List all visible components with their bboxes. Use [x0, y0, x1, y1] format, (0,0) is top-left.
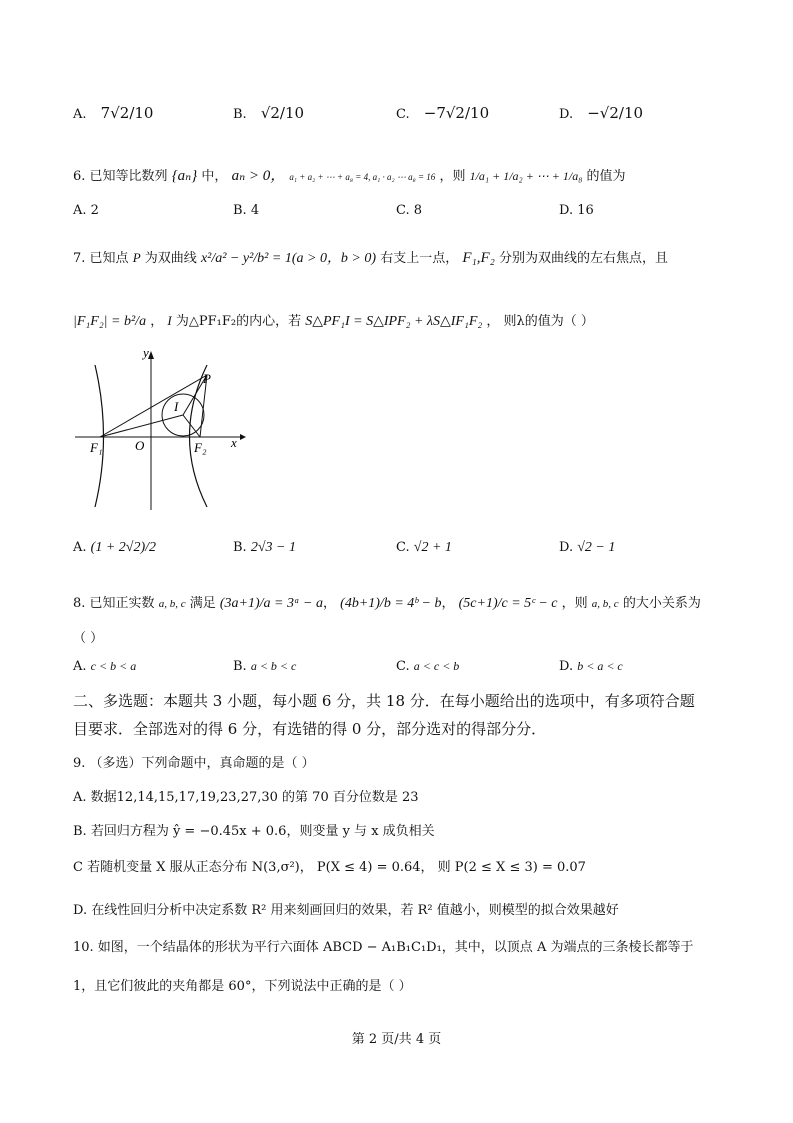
q6-sequence: {aₙ}: [171, 168, 198, 184]
q7-hyperbola-equation: x²/a² − y²/b² = 1(a > 0，b > 0): [200, 251, 377, 266]
q6-option-d: [559, 203, 594, 218]
option-letter: D.: [559, 540, 574, 555]
section-2-heading: 二、多选题：本题共 3 小题，每小题 6 分，共 18 分．在每小题给出的选项中，有多项符合题: [73, 692, 695, 710]
option-text: 16: [577, 203, 594, 218]
option-letter: B.: [233, 107, 247, 122]
label-i: I: [174, 399, 179, 414]
q8-option-a: [73, 659, 136, 674]
q8-suffix: 的大小关系为: [622, 596, 701, 611]
q7-option-a: [73, 540, 156, 556]
label-f2: F₂: [194, 440, 207, 455]
q10-line1: 10. 如图，一个结晶体的形状为平行六面体 ABCD − A₁B₁C₁D₁，其中，以顶点 A 为端点的三条棱长都等于: [73, 940, 694, 955]
q8-option-c: [396, 659, 459, 674]
option-text: (1 + 2√2)/2: [90, 540, 157, 555]
q7-text-d2: ， 则λ的值为（ ）: [486, 314, 594, 329]
option-expr: −√2/10: [587, 104, 644, 122]
q7-foci: F₁,F₂: [462, 250, 495, 266]
q6-mid: 中，: [201, 169, 228, 184]
option-letter: A.: [73, 203, 87, 218]
q7-text-c2: 为△PF₁F₂的内心，若: [175, 314, 302, 329]
q9-option-c: C 若随机变量 X 服从正态分布 N(3,σ²)， P(X ≤ 4) = 0.64， 则 P(2 ≤ X ≤ 3) = 0.07: [73, 860, 586, 875]
q8-equation-c: (5c+1)/c = 5ᶜ − c: [458, 596, 558, 611]
option-letter: A.: [73, 107, 87, 122]
q6-option-a: [73, 203, 99, 218]
option-text: 8: [413, 203, 423, 218]
option-text: 2: [90, 203, 99, 218]
q7-focal-distance: |F₁F₂| = b²/a: [73, 314, 147, 329]
q7-line1: [73, 247, 668, 267]
q8-answer-paren: （ ）: [73, 631, 104, 646]
q7-incenter-i: I: [167, 313, 172, 328]
q7-text-b: 为双曲线: [144, 251, 197, 266]
q8-equation-b: (4b+1)/b = 4ᵇ − b: [340, 596, 442, 611]
q9-option-d: D. 在线性回归分析中决定系数 R² 用来刻画回归的效果，若 R² 值越小，则模型的拟合效果越好: [73, 903, 619, 918]
option-letter: D.: [559, 107, 574, 122]
label-f1: F₁: [90, 440, 103, 455]
q9-option-a: A. 数据12,14,15,17,19,23,27,30 的第 70 百分位数是 23: [73, 790, 419, 805]
option-letter: A.: [73, 659, 87, 674]
page-footer: 第 2 页/共 4 页: [351, 1032, 442, 1047]
q8-variables: a, b, c: [158, 598, 186, 610]
option-text: 2√3 − 1: [250, 540, 296, 555]
q7-text-d: 分别为双曲线的左右焦点，且: [499, 251, 669, 266]
option-text: a < c < b: [413, 659, 460, 673]
q6-mid2: ，则: [439, 169, 466, 184]
option-letter: C.: [396, 107, 410, 122]
q6-reciprocal-sum: 1/a₁ + 1/a₂ + ⋯ + 1/a₈: [469, 169, 583, 183]
q8-stem: 8. 已知正实数 a, b, c 满足 (3a+1)/a = 3ᵃ − a， (4b+1)/b = 4ᵇ − b， (5c+1)/c = 5ᶜ − c ，则 a, b, c 的大小关系为: [73, 596, 701, 611]
y-axis-arrow: [148, 351, 154, 359]
label-x: x: [231, 435, 237, 450]
option-text: 4: [250, 203, 260, 218]
option-expr: 7√2/10: [100, 104, 154, 122]
q6-condition-sum-product: a₁ + a₂ + ⋯ + a₈ = 4, a₁ · a₂ ⋯ a₈ = 16: [289, 172, 436, 182]
option-letter: B.: [233, 203, 247, 218]
q7-area-equation: S△PF₁I = S△IPF₂ + λS△IF₁F₂: [305, 314, 483, 329]
option-letter: C.: [396, 659, 410, 674]
label-p: P: [203, 371, 211, 386]
q7-option-c: [396, 540, 452, 556]
option-text: b < a < c: [577, 659, 623, 673]
q6-option-c: [396, 203, 422, 218]
q5-option-a: [73, 104, 153, 122]
option-letter: B.: [233, 540, 247, 555]
label-y: y: [143, 345, 149, 360]
x-axis-arrow: [240, 434, 246, 440]
segment-if1: [100, 415, 183, 437]
option-text: a < b < c: [250, 659, 297, 673]
q6-option-b: [233, 203, 259, 218]
option-expr: −7√2/10: [423, 104, 490, 122]
option-text: c < b < a: [90, 659, 137, 673]
option-letter: A.: [73, 540, 87, 555]
q8-option-d: [559, 659, 623, 674]
q6-stem: [73, 164, 626, 185]
q8-mid2: ，则: [561, 596, 588, 611]
q7-text-a: 7. 已知点: [73, 251, 129, 266]
option-letter: B.: [233, 659, 247, 674]
q7-point-p: P: [132, 250, 141, 265]
option-letter: D.: [559, 659, 574, 674]
q7-text-c: 右支上一点，: [380, 251, 459, 266]
q6-suffix: 的值为: [586, 169, 626, 184]
q7-line2: [73, 310, 594, 330]
q10-line2: 1，且它们彼此的夹角都是 60°，下列说法中正确的是（ ）: [73, 979, 412, 994]
option-letter: C.: [396, 203, 410, 218]
option-letter: C.: [396, 540, 410, 555]
option-text: √2 + 1: [413, 540, 452, 555]
hyperbola-right-branch: [190, 365, 208, 507]
option-text: √2 − 1: [577, 540, 616, 555]
q8-variables-2: a, b, c: [591, 598, 619, 610]
hyperbola-figure: [70, 345, 250, 515]
option-expr: √2/10: [260, 104, 305, 122]
q7-comma: ，: [150, 314, 164, 329]
q7-option-b: [233, 540, 296, 556]
q8-mid: 满足: [189, 596, 216, 611]
option-letter: D.: [559, 203, 574, 218]
q8-option-b: [233, 659, 296, 674]
section-2-instructions: 目要求．全部选对的得 6 分，有选错的得 0 分，部分选对的得部分分．: [73, 720, 547, 738]
q6-condition-positive: aₙ > 0，: [231, 168, 286, 184]
q9-stem: 9. （多选）下列命题中，真命题的是（ ）: [73, 756, 315, 771]
q7-option-d: [559, 540, 615, 556]
q6-prefix: 6. 已知等比数列: [73, 169, 168, 184]
q5-option-b: [233, 104, 304, 122]
segment-pf1: [100, 375, 207, 437]
q8-equation-a: (3a+1)/a = 3ᵃ − a: [219, 596, 324, 611]
q9-option-b: B. 若回归方程为 ŷ = −0.45x + 0.6，则变量 y 与 x 成负相关: [73, 824, 435, 839]
q5-option-c: [396, 104, 489, 122]
q8-prefix: 8. 已知正实数: [73, 596, 155, 611]
q5-option-d: [559, 104, 643, 122]
label-o: O: [135, 438, 145, 453]
